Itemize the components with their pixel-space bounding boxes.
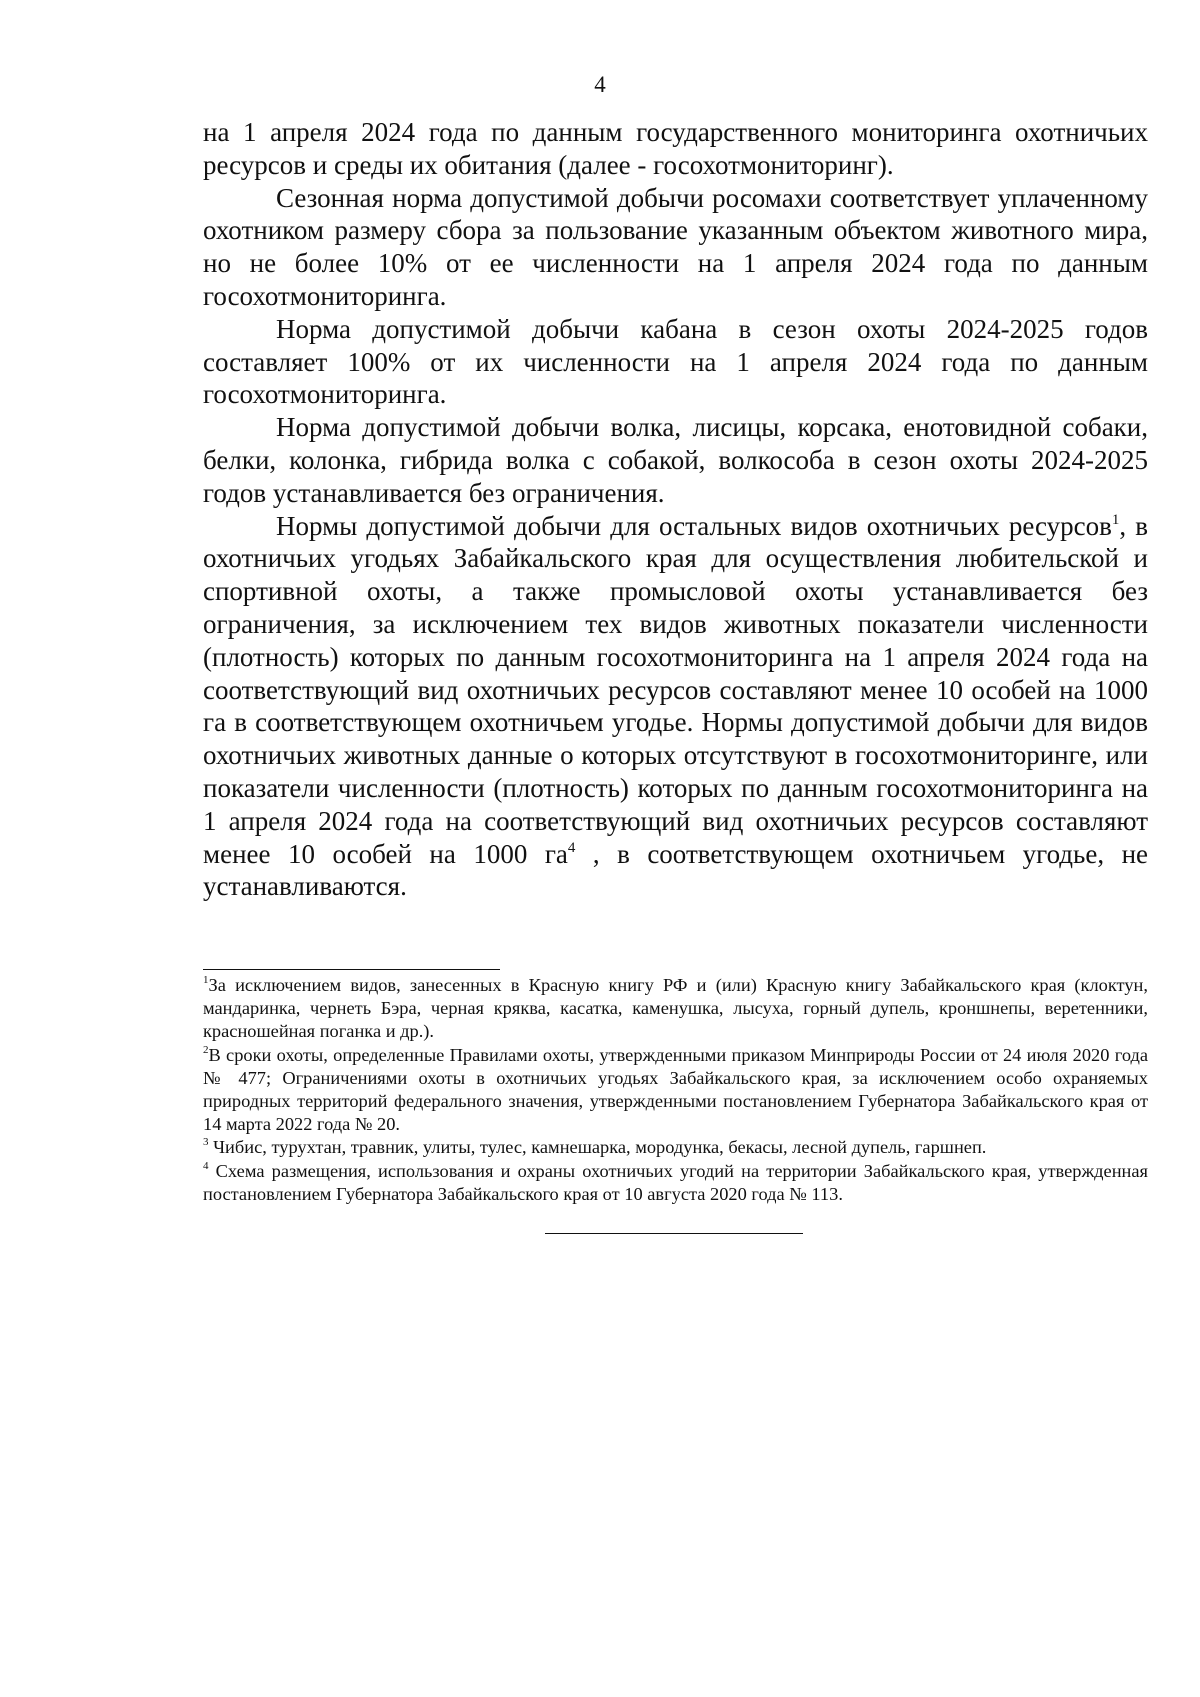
end-of-document-line [545, 1233, 803, 1234]
paragraph-text-segment: , в охотничьих угодьях Забайкальского края для осуществления любительской и спортивной охоты, а также промысловой охоты устанавливается без ограничения, за исключением тех видов животных показатели численности (плотность) которых по данным госохотмониторинга на 1 апреля 2024 года на соответствующий вид охотничьих ресурсов составляют менее 10 особей на 1000 га в соответствующем охотничьем угодье. Нормы допустимой добычи для видов охотничьих животных данные о которых отсутствуют в госохотмониторинге, или показатели численности (плотность) которых по данным госохотмониторинга на 1 апреля 2024 года на соответствующий вид охотничьих ресурсов составляют менее 10 особей на 1000 га [203, 510, 1148, 869]
paragraph-wolverine-norm: Сезонная норма допустимой добычи росомахи соответствует уплаченному охотником размеру сбора за пользование указанным объектом животного мира, но не более 10% от ее численности на 1 апреля 2024 года по данным госохотмониторинга. [203, 182, 1148, 311]
footnote-2 [203, 1044, 1148, 1137]
paragraph-text-segment: Нормы допустимой добычи для остальных видов охотничьих ресурсов [276, 510, 1112, 541]
document-body [203, 116, 1148, 903]
footnote-mark: 1 [203, 974, 209, 986]
paragraph-wolf-fox-norm: Норма допустимой добычи волка, лисицы, корсака, енотовидной собаки, белки, колонка, гибрида волка с собакой, волкособа в сезон охоты 2024-2025 годов устанавливается без ограничения. [203, 412, 1148, 508]
paragraph-boar-norm: Норма допустимой добычи кабана в сезон охоты 2024-2025 годов составляет 100% от их численности на 1 апреля 2024 года по данным госохотмониторинга. [203, 313, 1148, 410]
footnote-mark: 3 [203, 1136, 209, 1149]
footnote-text: За исключением видов, занесенных в Красную книгу РФ и (или) Красную книгу Забайкальского края (клоктун, мандаринка, чернеть Бэра, черная кряква, касатка, каменушка, лысуха, горный дупель, кроншнепы, веретенники, красношейная поганка и др.). [203, 975, 1148, 1042]
page-number: 4 [594, 72, 606, 97]
footnote-reference-1: 1 [1111, 511, 1120, 528]
footnote-4 [203, 1160, 1148, 1206]
paragraph-other-species-norm [203, 510, 1148, 904]
footnote-text: Схема размещения, использования и охраны охотничьих угодий на территории Забайкальского края, утвержденная постановлением Губернатора Забайкальского края от 10 августа 2020 года № 113. [203, 1160, 1148, 1204]
footnotes [203, 974, 1148, 1206]
footnote-separator [203, 969, 500, 970]
footnote-3 [203, 1136, 1148, 1159]
paragraph-continuation: на 1 апреля 2024 года по данным государственного мониторинга охотничьих ресурсов и среды их обитания (далее - госохотмониторинг). [203, 117, 1148, 180]
footnote-1 [203, 974, 1148, 1044]
footnote-reference-4: 4 [567, 839, 576, 856]
footnote-text: Чибис, турухтан, травник, улиты, тулес, камнешарка, мородунка, бекасы, лесной дупель, гаршнеп. [208, 1137, 987, 1158]
footnote-mark: 2 [203, 1043, 209, 1056]
footnote-mark: 4 [203, 1159, 209, 1172]
paragraph-text-segment: , в соответствующем охотничьем угодье, не устанавливаются. [203, 838, 1148, 902]
footnote-text: В сроки охоты, определенные Правилами охоты, утвержденными приказом Минприроды России от 24 июля 2020 года № 477; Ограничениями охоты в охотничьих угодьях Забайкальского края, за исключением особо охраняемых природных территорий федерального значения, утвержденными постановлением Губернатора Забайкальского края от 14 марта 2022 года № 20. [203, 1044, 1148, 1135]
